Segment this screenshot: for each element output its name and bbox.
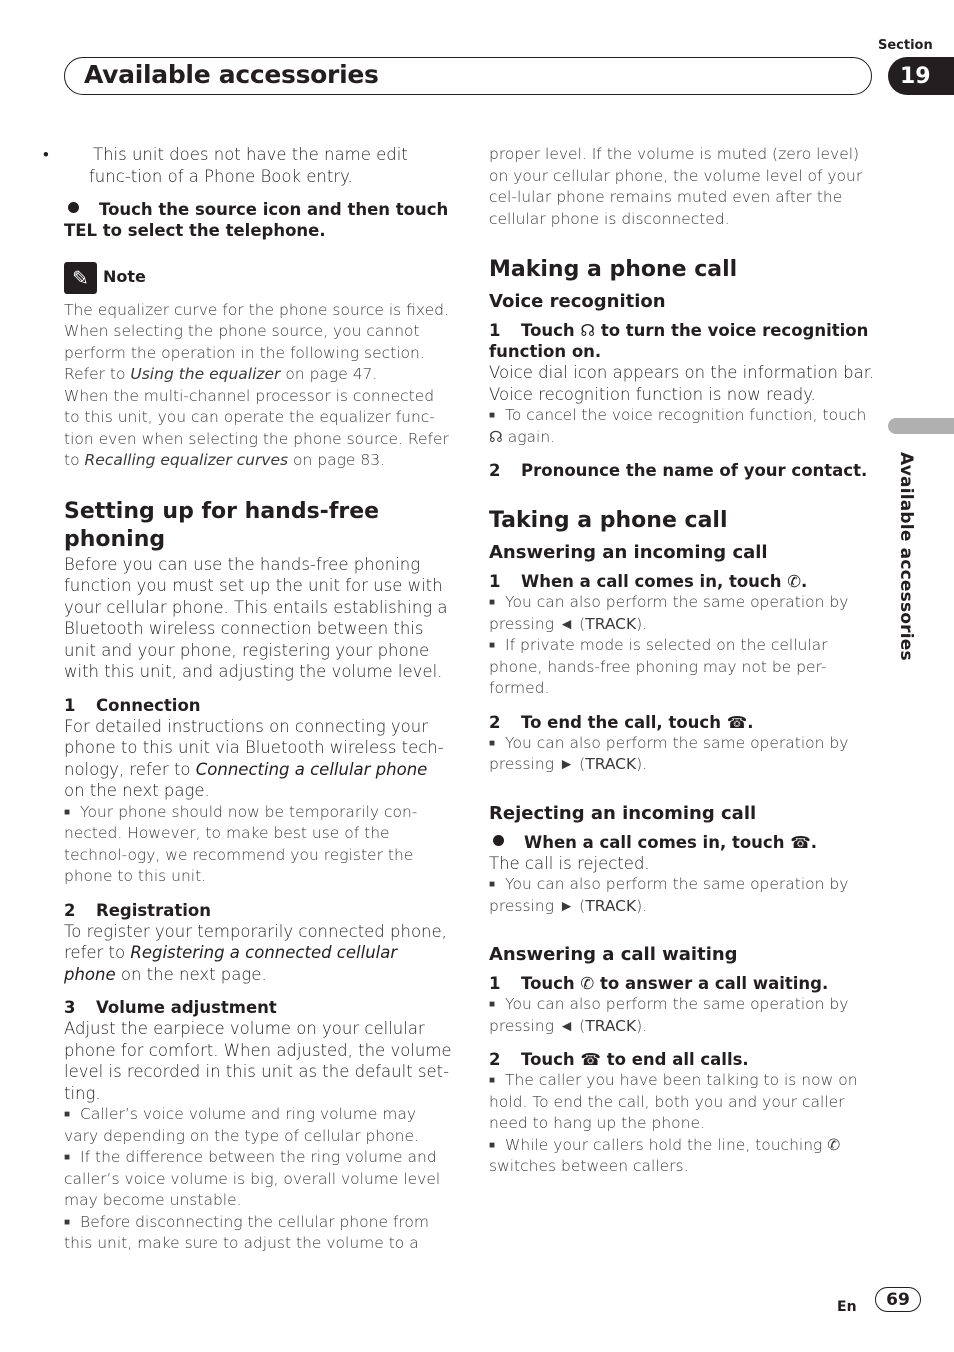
voice-recognition-heading: Voice recognition <box>489 291 666 312</box>
voice-recognition-icon: ☊ <box>580 321 596 340</box>
waiting-note: ■ You can also perform the same operation by pressing ◄ (TRACK). <box>489 995 849 1035</box>
phone-hangup-icon: ☎ <box>580 1050 601 1069</box>
section-label: Section <box>878 38 933 53</box>
reject-text: The call is rejected. <box>489 853 650 873</box>
right-column <box>489 144 877 1178</box>
answering-heading: Answering an incoming call <box>489 542 768 563</box>
step-volume: 3 Volume adjustment <box>64 998 277 1017</box>
side-tab-marker <box>888 418 954 434</box>
taking-call-heading: Taking a phone call <box>489 508 728 533</box>
side-tab-label: Available accessories <box>896 452 916 661</box>
volume-note-2: ■ If the difference between the ring volume and caller’s voice volume is big, overall volume level may become unstable. <box>64 1148 441 1209</box>
volume-note-1: ■ Caller’s voice volume and ring volume may vary depending on the type of cellular phone. <box>64 1105 419 1145</box>
square-bullet-icon: ■ <box>489 879 496 890</box>
step-end-all: 2 Touch ☎ to end all calls. <box>489 1050 749 1069</box>
square-bullet-icon: ■ <box>489 410 496 421</box>
square-bullet-icon: ■ <box>489 999 496 1010</box>
phone-answer-icon: ✆ <box>580 974 595 993</box>
end-all-note-1: ■ The caller you have been talking to is now on hold. To end the call, both you and your caller need to hang up the phone. <box>489 1071 858 1132</box>
square-bullet-icon: ■ <box>489 1075 496 1086</box>
phone-answer-icon: ✆ <box>827 1135 841 1154</box>
square-bullet-icon: ■ <box>489 1139 496 1151</box>
language-label: En <box>837 1299 857 1315</box>
square-bullet-icon: ■ <box>64 1152 71 1163</box>
answer-note-2: ■ If private mode is selected on the cellular phone, hands-free phoning may not be per-formed. <box>489 636 828 697</box>
square-bullet-icon: ■ <box>64 1216 71 1228</box>
square-bullet-icon: ■ <box>64 806 71 818</box>
setup-heading: Setting up for hands-free phoning <box>64 498 380 552</box>
step-voice-on: 1 Touch ☊ to turn the voice recognition function on. <box>489 321 869 361</box>
answer-note-1: ■ You can also perform the same operation by pressing ◄ (TRACK). <box>489 593 849 633</box>
page-number: 69 <box>875 1287 921 1312</box>
bullet-circle-icon <box>68 202 79 213</box>
step-pronounce: 2 Pronounce the name of your contact. <box>489 461 868 480</box>
section-number-badge: 19 <box>888 57 954 95</box>
phone-hangup-icon: ☎ <box>726 712 748 732</box>
step-end-call: 2 To end the call, touch ☎. <box>489 712 754 732</box>
step-connection: 1 Connection <box>64 695 201 715</box>
step-answer: 1 When a call comes in, touch ✆. <box>489 572 808 591</box>
connection-text: For detailed instructions on connecting your phone to this unit via Bluetooth wireless tech-nology, refer to Connecting a cellular phone on the next page. <box>64 716 444 800</box>
setup-text: Before you can use the hands-free phoning function you must set up the unit for use with your cellular phone. This entails establishing a Bluetooth wireless connection between this unit and your phone, registering your phone with this unit, and adjusting the volume level. <box>64 554 448 681</box>
note-pencil-icon: ✎ <box>64 262 97 294</box>
note-header: ✎ Note <box>64 261 452 294</box>
voice-note: ■ To cancel the voice recognition function, touch ☊ again. <box>489 406 867 446</box>
registration-text: To register your temporarily connected phone, refer to Registering a connected cellular phone on the next page. <box>64 921 447 984</box>
step-answer-waiting: 1 Touch ✆ to answer a call waiting. <box>489 974 829 993</box>
phone-answer-icon: ✆ <box>787 572 802 591</box>
bullet-circle-icon <box>493 835 504 846</box>
volume-note-continued: proper level. If the volume is muted (zero level) on your cellular phone, the volume level of your cel-lular phone remains muted even after the cellular phone is disconnected. <box>489 145 863 228</box>
end-call-note: ■ You can also perform the same operation by pressing ► (TRACK). <box>489 733 849 773</box>
connection-note: ■ Your phone should now be temporarily con-nected. However, to make best use of the technol-ogy, we recommend you register the phone to this unit. <box>64 802 418 885</box>
end-all-note-2: ■ While your callers hold the line, touching ✆ switches between callers. <box>489 1135 841 1175</box>
bullet-item: • This unit does not have the name edit func-tion of a Phone Book entry. <box>64 144 452 187</box>
note-text: The equalizer curve for the phone source is fixed. When selecting the phone source, you cannot perform the operation in the following section. Refer to Using the equalizer on page 47. When the multi-channel processor is connected to this unit, you can operate the equalizer func-tion even when selecting the phone source. Refer to Recalling equalizer curves on page 83. <box>64 300 449 469</box>
reject-note: ■ You can also perform the same operation by pressing ► (TRACK). <box>489 875 849 915</box>
rejecting-heading: Rejecting an incoming call <box>489 802 757 824</box>
square-bullet-icon: ■ <box>64 1109 71 1120</box>
step-registration: 2 Registration <box>64 900 211 920</box>
volume-text: Adjust the earpiece volume on your cellular phone for comfort. When adjusted, the volume level is recorded in this unit as the default set-ting. <box>64 1019 452 1103</box>
call-waiting-heading: Answering a call waiting <box>489 944 738 965</box>
step-reject: When a call comes in, touch ☎. <box>489 832 877 853</box>
volume-note-3: ■ Before disconnecting the cellular phone from this unit, make sure to adjust the volume to a <box>64 1212 430 1252</box>
voice-text: Voice dial icon appears on the information bar. Voice recognition function is now ready. <box>489 363 875 404</box>
step-touch-source: Touch the source icon and then touch TEL to select the telephone. <box>64 200 449 240</box>
phone-hangup-icon: ☎ <box>790 832 811 852</box>
voice-recognition-icon: ☊ <box>489 427 503 446</box>
square-bullet-icon: ■ <box>489 737 496 749</box>
square-bullet-icon: ■ <box>489 640 496 651</box>
making-call-heading: Making a phone call <box>489 257 738 282</box>
page-title: Available accessories <box>84 60 379 89</box>
square-bullet-icon: ■ <box>489 597 496 608</box>
left-column <box>64 144 452 1255</box>
